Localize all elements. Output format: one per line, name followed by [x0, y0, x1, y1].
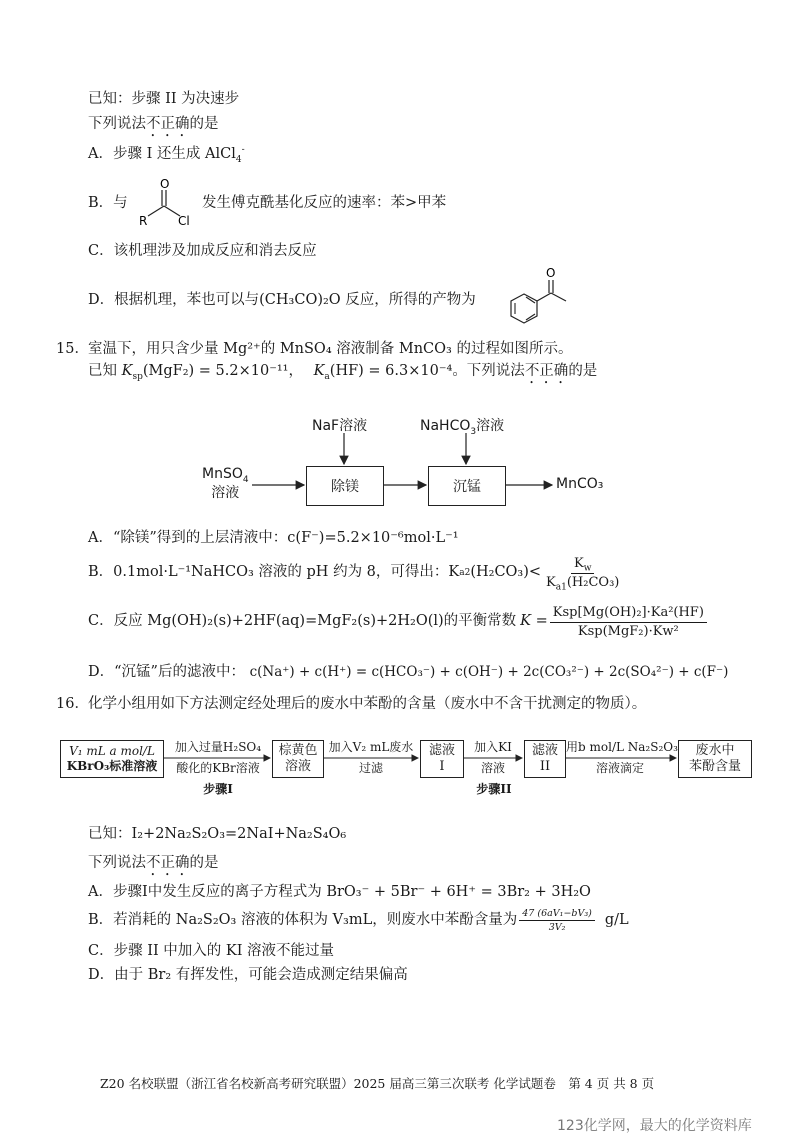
q16-known: 已知：I₂+2Na₂S₂O₃=2NaI+Na₂S₄O₆	[88, 826, 347, 842]
flow-reagent-naf: NaF溶液	[312, 418, 368, 434]
q16-prompt: 下列说法不正确的是	[88, 855, 219, 871]
flow-output: MnCO₃	[556, 476, 604, 492]
flow-box-kbro3: V₁ mL a mol/L KBrO₃标准溶液	[60, 740, 164, 778]
q16-option-c: C．步骤 II 中加入的 KI 溶液不能过量	[88, 943, 335, 959]
flow-reagent-nahco3: NaHCO$_3$溶液	[420, 418, 505, 437]
flow-input: MnSO$_4$ 溶液	[202, 466, 249, 501]
flow-box-demagnesium: 除镁	[306, 466, 384, 506]
q15-option-d: D．“沉锰”后的滤液中： c(Na⁺) + c(H⁺) = c(HCO₃⁻) + c(OH⁻) + 2c(CO₃²⁻) + 2c(SO₄²⁻) + c(F⁻)	[88, 664, 729, 680]
q15-known: 已知 $K_{sp}(MgF_2) = 5.2\times 10^{-11}$， $K_a(HF) = 6.3\times 10^{-4}$。下列说法不正确的是	[88, 363, 598, 382]
q15-option-c: C． 反应 Mg(OH)₂(s)+2HF(aq)=MgF₂(s)+2H₂O(l)的平衡常数 K = $\frac{\text{Ksp[Mg(OH)₂]·Ka²(HF)}}{\text{Ksp(MgF₂)·Kw²}}$	[88, 605, 709, 639]
watermark: 123化学网，最大的化学资料库	[557, 1118, 752, 1134]
flow-step-label-1: 步骤I	[203, 782, 233, 796]
flow-step2-bottom: 过滤	[358, 761, 383, 775]
q15-number: 15．	[56, 341, 89, 357]
flow-step1-bottom: 酸化的KBr溶液	[176, 761, 260, 775]
q14-known: 已知：步骤 II 为决速步	[88, 91, 240, 107]
q16-option-b: B． 若消耗的 Na₂S₂O₃ 溶液的体积为 V₃mL，则废水中苯酚含量为 $\frac{\text{47 (6aV₁−bV₃)}}{\text{3V₂}}$ g/L	[88, 908, 629, 934]
flow-step4-top: 用b mol/L Na₂S₂O₃	[566, 740, 678, 754]
flow-box-phenol-content: 废水中 苯酚含量	[678, 740, 752, 778]
struct-r-label: R	[139, 214, 148, 226]
flow-step2-top: 加入V₂ mL废水	[328, 740, 414, 754]
flow-box-brown-solution: 棕黄色溶液	[272, 740, 324, 778]
flow-box-filtrate-2: 滤液 II	[524, 740, 566, 778]
q14-option-b: B．与	[88, 195, 128, 211]
flow-box-manganese-precip: 沉锰	[428, 466, 506, 506]
page-footer: Z20 名校联盟（浙江省名校新高考研究联盟）2025 届高三第三次联考 化学试题卷 第 4 页 共 8 页	[100, 1076, 655, 1091]
flow-step1-top: 加入过量H₂SO₄	[174, 740, 262, 754]
struct-o-label: O	[160, 177, 170, 191]
flow-step-label-2: 步骤II	[476, 782, 512, 796]
flow-step4-bottom: 溶液滴定	[595, 761, 644, 775]
q15-option-b: B． 0.1mol·L⁻¹NaHCO₃ 溶液的 pH 约为 8，可得出：K a2 (H₂CO₃)< $\frac{K_w}{K_{a1}(H_2CO_3)}$	[88, 556, 620, 593]
q14-option-a: A．步骤 I 还生成 AlCl$_4$-	[88, 145, 245, 165]
q15-option-a: A．“除镁”得到的上层清液中：c(F⁻)=5.2×10⁻⁶mol·L⁻¹	[88, 530, 459, 546]
q16-option-d: D．由于 Br₂ 有挥发性，可能会造成测定结果偏高	[88, 967, 408, 983]
flow-step3-bottom: 溶液	[480, 761, 505, 775]
q16-option-a: A．步骤I中发生反应的离子方程式为 BrO₃⁻ + 5Br⁻ + 6H⁺ = 3Br₂ + 3H₂O	[88, 884, 591, 900]
q16-number: 16．	[56, 696, 89, 712]
q14-prompt: 下列说法不正确的是	[88, 116, 219, 132]
struct-o-label: O	[546, 266, 556, 280]
struct-cl-label: Cl	[178, 214, 190, 226]
q16-stem: 化学小组用如下方法测定经处理后的废水中苯酚的含量（废水中不含干扰测定的物质）。	[88, 696, 647, 712]
flow-box-filtrate-1: 滤液 I	[420, 740, 464, 778]
q14-option-c: C．该机理涉及加成反应和消去反应	[88, 243, 317, 259]
q14-option-b-text: 发生傅克酰基化反应的速率：苯>甲苯	[202, 195, 447, 211]
q15-stem: 室温下，用只含少量 Mg²⁺的 MnSO₄ 溶液制备 MnCO₃ 的过程如图所示。	[88, 341, 573, 357]
q14-option-d: D．根据机理，苯也可以与(CH₃CO)₂O 反应，所得的产物为	[88, 292, 476, 308]
flow-step3-top: 加入KI	[474, 740, 512, 754]
